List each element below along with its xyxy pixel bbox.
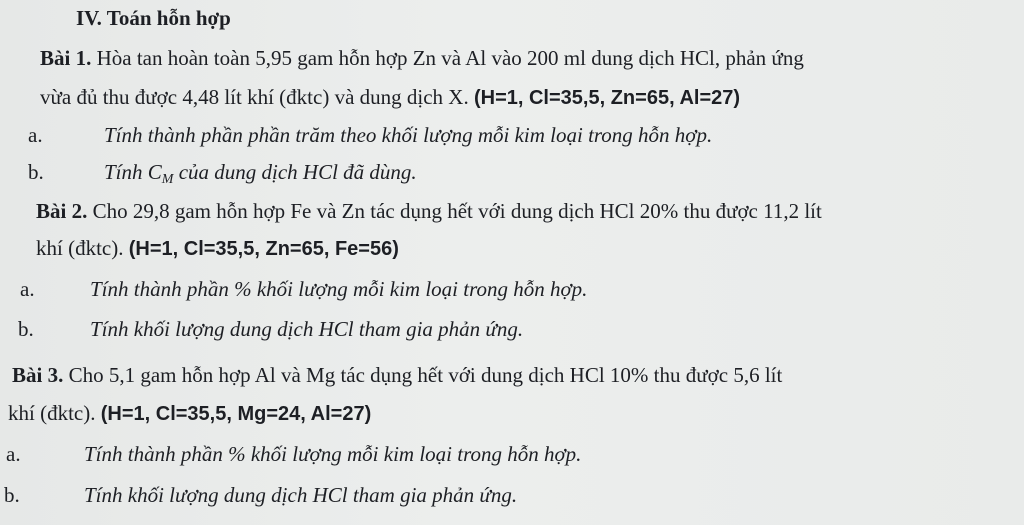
problem-2-text-2: khí (đktc).	[36, 236, 129, 260]
problem-3-item-a-letter: a.	[6, 442, 21, 466]
problem-2-line-1	[36, 198, 822, 224]
problem-1-item-a-text: Tính thành phần phần trăm theo khối lượng mỗi kim loại trong hỗn hợp.	[104, 123, 713, 147]
section-title: IV. Toán hỗn hợp	[76, 6, 231, 30]
problem-3-item-a-text: Tính thành phần % khối lượng mỗi kim loại trong hỗn hợp.	[84, 442, 582, 466]
problem-1-item-b-text-before: Tính C	[104, 160, 162, 184]
problem-1-line-2	[40, 84, 740, 111]
problem-1-item-b-text	[104, 159, 417, 193]
problem-3-label: Bài 3.	[12, 363, 64, 387]
problem-2-text-1: Cho 29,8 gam hỗn hợp Fe và Zn tác dụng hết với dung dịch HCl 20% thu được 11,2 lít	[87, 199, 822, 223]
problem-3-constants: (H=1, Cl=35,5, Mg=24, Al=27)	[100, 403, 372, 425]
problem-3-item-b-letter: b.	[4, 483, 20, 507]
problem-2-item-a-letter: a.	[20, 277, 35, 301]
problem-1-item-b-text-after: của dung dịch HCl đã dùng.	[173, 160, 417, 184]
problem-3-item-b-text: Tính khối lượng dung dịch HCl tham gia phản ứng.	[84, 483, 518, 507]
problem-3-text-1: Cho 5,1 gam hỗn hợp Al và Mg tác dụng hết với dung dịch HCl 10% thu được 5,6 lít	[63, 363, 783, 387]
problem-1-item-b-subscript: M	[161, 172, 174, 187]
problem-1-label: Bài 1.	[40, 46, 92, 70]
problem-1-constants: (H=1, Cl=35,5, Zn=65, Al=27)	[473, 87, 741, 109]
problem-1-item-a-letter: a.	[28, 123, 43, 147]
problem-1-item-b-letter: b.	[28, 160, 44, 184]
problem-2-line-2	[36, 235, 399, 262]
problem-3-line-1	[12, 362, 782, 388]
problem-1-line-1	[40, 45, 804, 71]
problem-2-item-b-letter: b.	[18, 317, 34, 341]
problem-1-text-1: Hòa tan hoàn toàn 5,95 gam hỗn hợp Zn và Al vào 200 ml dung dịch HCl, phản ứng	[91, 46, 804, 70]
problem-2-item-a-text: Tính thành phần % khối lượng mỗi kim loại trong hỗn hợp.	[90, 277, 588, 301]
problem-2-label: Bài 2.	[36, 199, 88, 223]
problem-3-text-2: khí (đktc).	[8, 401, 101, 425]
problem-2-item-b-text: Tính khối lượng dung dịch HCl tham gia phản ứng.	[90, 317, 524, 341]
problem-3-line-2	[8, 400, 371, 427]
problem-2-constants: (H=1, Cl=35,5, Zn=65, Fe=56)	[128, 238, 399, 260]
problem-1-text-2: vừa đủ thu được 4,48 lít khí (đktc) và dung dịch X.	[40, 85, 474, 109]
